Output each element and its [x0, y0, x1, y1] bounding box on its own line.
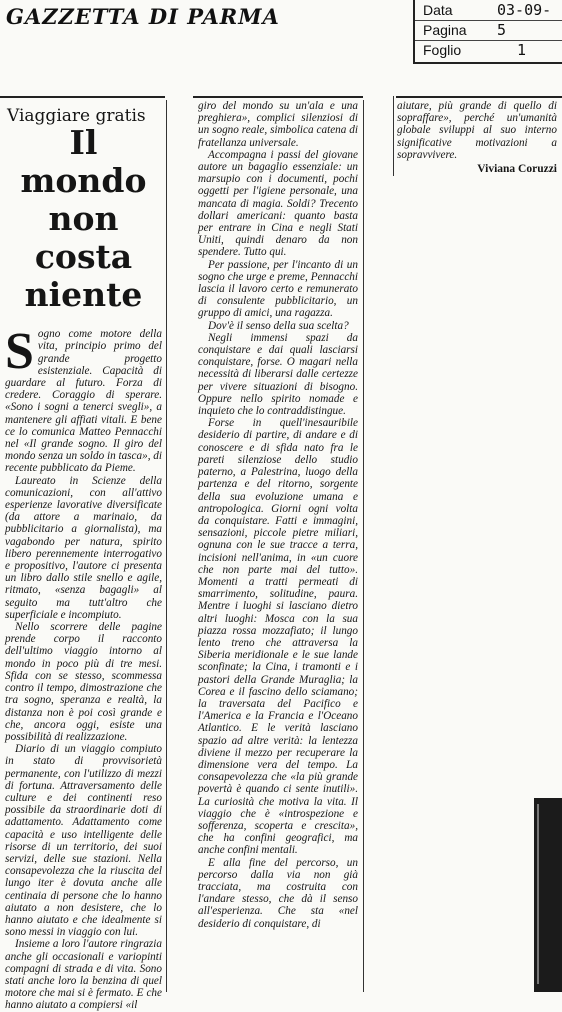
- article-headline: Il mondo non costa niente: [20, 123, 147, 315]
- article-paragraph: Laureato in Scienze della comunicazioni, con all'attivo esperienze lavorative diversificate (da attore a marinaio, da pubblicitario a giornalista), ma vagabondo per natura, spirito libero perennemente interrogativo e propositivo, l'autore ci presenta un libro dallo stile snello e agile, ritmato, «senza bagagli» al seguito ma tutt'altro che superficiale e incompiuto.: [5, 474, 162, 621]
- article-paragraph: Forse in quell'inesauribile desiderio di partire, di andare e di conoscere e di sfida nato fra le pareti silenziose dello studio paterno, a Palestrina, luogo della partenza e del ritorno, sorgente della sua evoluzione umana e antropologica. Giorni ogni volta da conquistare. Fatti e immagini, sensazioni, piccole pietre miliari, ognuna con le sue tracce a terra, incisioni nell'anima, in «un cuore che non parte mai del tutto». Momenti a tratti permeati di smarrimento, solitudine, paura. Mentre i luoghi si lasciano dietro altri luoghi: Mosca con la sua piazza rossa mozzafiato; il lungo lento treno che attraversa la Siberia meridionale e le sue lande sconfinate; la Cina, i tramonti e i pastori della Grande Muraglia; la Corea e il fascino dello sciamano; la traversata del Pacifico e l'America e la Francia e l'Oceano Atlantico. E le verità lasciano spazio ad altre verità: la lentezza diviene il mezzo per recuperare la dimensione vera del tempo. La consapevolezza che «la più grande povertà è quando ci sente inutili». La curiosità che motiva la vita. Il viaggio che è «introspezione e sofferenza, scoperta e crescita», che ha confini geografici, ma anche confini mentali.: [198, 417, 358, 857]
- article-paragraph: aiutare, più grande di quello di sopraffare», perché un'umanità globale sviluppi al suo interno significative motivazioni a sopravvivere.: [397, 100, 557, 161]
- photo-fragment: [534, 798, 562, 992]
- meta-row-data: [415, 0, 562, 21]
- article-column-1: [5, 100, 162, 1012]
- article-kicker: Viaggiare gratis: [7, 106, 146, 126]
- column-divider: [363, 100, 364, 992]
- data-label: Data: [423, 2, 453, 18]
- article-paragraph: giro del mondo su un'ala e una preghiera», complici silenziosi di un sogno reale, simbolica catena di fratellanza universale.: [198, 100, 358, 149]
- article-paragraph: Accompagna i passi del giovane autore un bagaglio essenziale: un marsupio con i documenti, pochi oggetti per l'igiene personale, una mancata di magia. Soldi? Trecento dollari americani: quanto basta per entrare in Cina e negli Stati Uniti, quindi denaro da non spendere. Tutto qui.: [198, 148, 358, 259]
- article-paragraph: Dov'è il senso della sua scelta?: [208, 319, 349, 332]
- article-paragraph: Diario di un viaggio compiuto in stato di provvisorietà permanente, con l'utilizzo di mezzi di fortuna. Attraversamento delle culture e dei continenti reso possibile da straordinarie doti di adattamento. Adattamento come capacità e uso intelligente delle risorse di un territorio, dei suoi servizi, delle sue stazioni. Nella consapevolezza che la riuscita del lungo iter è dovuta anche alle centinaia di persone che lo hanno aiutato a non desistere, che lo hanno aiutato e che idealmente si sono messi in viaggio con lui.: [5, 743, 162, 939]
- article-paragraph: Negli immensi spazi da conquistare e dai quali lasciarsi conquistare, forse. O magari nella necessità di liberarsi dalle certezze per vivere situazioni di bisogno. Oppure nello spirito nomade e inquieto che lo contraddistingue.: [198, 331, 358, 418]
- article-paragraph: E alla fine del percorso, un percorso dalla via non già tracciata, ma costruita con l'andare stesso, che dà il senso all'esperienza. Che sta «nel desiderio di conquistare, di: [198, 856, 358, 930]
- foglio-value: 1: [517, 41, 527, 59]
- article-column-2: [198, 100, 358, 930]
- column-divider: [393, 96, 394, 176]
- foglio-label: Foglio: [423, 42, 462, 58]
- article-paragraph: Nello scorrere delle pagine prende corpo il racconto dell'ultimo viaggio intorno al mondo in poco più di tre mesi. Sfida con se stesso, scommessa contro il tempo, dimostrazione che tra sogno, speranza e realtà, la distanza non è poi così grande e che, ancora oggi, esiste una possibilità di realizzazione.: [5, 621, 162, 743]
- pagina-label: Pagina: [423, 22, 467, 38]
- article-paragraph: Sogno come motore della vita, principio primo del grande progetto esistenziale. Capacità di guardare al futuro. Forza di credere. Coraggio di sperare. «Sono i sogni a tenerci svegli», a mantenere gli affiati vitali. E bene ce lo comunica Matteo Pennacchi nel «Il grande sogno. Il giro del mondo senza un soldo in tasca», di recente pubblicato da Pieme.: [5, 323, 162, 475]
- column-top-rule: [396, 96, 562, 98]
- article-column-3: [397, 100, 557, 175]
- meta-row-foglio: [415, 40, 562, 60]
- column-top-rule: [0, 96, 165, 98]
- data-value: 03-09-: [497, 1, 552, 19]
- author-signature: Viviana Coruzzi: [477, 163, 557, 176]
- column-top-rule: [193, 96, 363, 98]
- article-paragraph: Per passione, per l'incanto di un sogno che urge e preme, Pennacchi lascia il lavoro certo e remunerato di consulente pubblicitario, un gruppo di amici, una ragazza.: [198, 258, 358, 320]
- newspaper-name: GAZZETTA DI PARMA: [6, 4, 280, 29]
- column-divider: [166, 100, 167, 992]
- clipping-meta-box: [413, 0, 562, 64]
- pagina-value: 5: [497, 21, 507, 39]
- article-paragraph: Insieme a loro l'autore ringrazia anche gli occasionali e variopinti compagni di strada e di vita. Sono stati anche loro la benzina di quel motore che mai si è fermato. E che hanno aiutato a compiersi «il: [5, 938, 162, 1012]
- masthead: [0, 0, 562, 66]
- drop-cap: S: [5, 323, 34, 381]
- meta-row-pagina: [415, 20, 562, 41]
